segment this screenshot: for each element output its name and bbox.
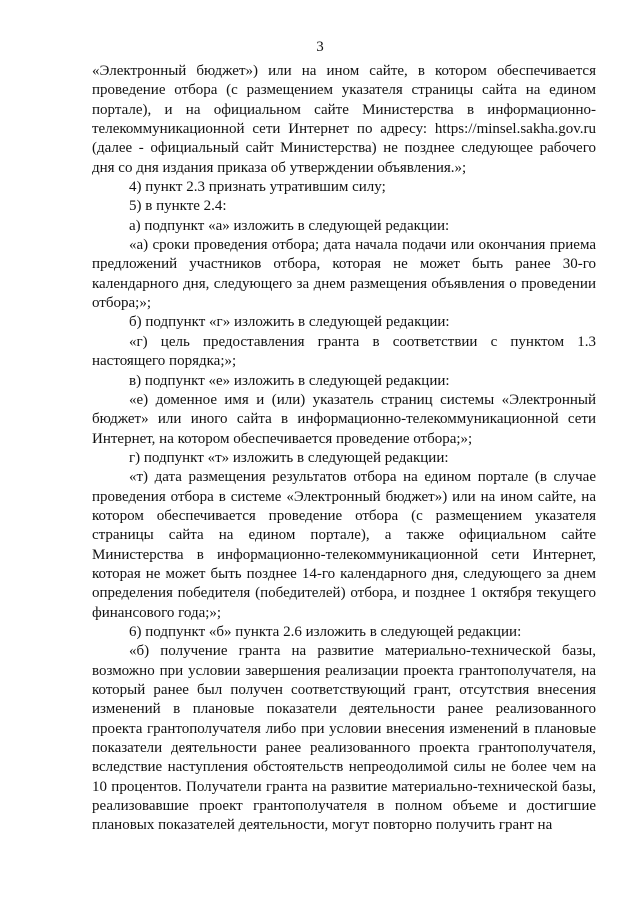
- paragraph-quote-t: «т) дата размещения результатов отбора на едином портале (в случае проведения отбора в системе «Электронный бюджет») или на ином сайте, на котором обеспечивается проведение отбора (с размещением указателя страницы сайта на едином портале), а также официальном сайте Министерства в информационно-телекоммуникационной сети Интернет, которая не может быть позднее 14-го календарного дня, следующего за днем определения победителя (победителей) отбора, и позднее 1 октября текущего финансового года;»;: [92, 469, 596, 621]
- paragraph-subitem-g: г) подпункт «т» изложить в следующей редакции:: [129, 449, 449, 466]
- paragraph-quote-b: «б) получение гранта на развитие материально-технической базы, возможно при условии завершения реализации проекта грантополучателя, на который ранее был получен соответствующий грант, отсутствия внесения изменений в плановые показатели деятельности ранее реализованного проекта грантополучателя либо при условии внесения изменений в плановые показатели деятельности ранее реализованного проекта грантополучателя, вследствие наступления обстоятельств непреодолимой силы не более чем на 10 процентов. Получатели гранта на развитие материально-технической базы, реализовавшие проект грантополучателя в полном объеме и достигшие плановых показателей деятельности, могут повторно получить грант на: [92, 643, 596, 834]
- paragraph-quote-g: «г) цель предоставления гранта в соответствии с пунктом 1.3 настоящего порядка;»;: [92, 333, 596, 370]
- paragraph-subitem-b: б) подпункт «г» изложить в следующей редакции:: [129, 314, 450, 331]
- paragraph-continuation: «Электронный бюджет») или на ином сайте, в котором обеспечивается проведение отбора (с размещением указателя страницы сайта на едином портале), и на официальном сайте Министерства в информационно-телекоммуникационной сети Интернет по адресу: https://minsel.sakha.gov.ru (далее - официальный сайт Министерства) не позднее следующее рабочего дня со дня издания приказа об утверждении объявления.»;: [92, 63, 596, 176]
- page-number: 3: [316, 39, 324, 55]
- document-body: [92, 62, 596, 836]
- paragraph-subitem-v: в) подпункт «е» изложить в следующей редакции:: [129, 372, 450, 389]
- paragraph-item-6: 6) подпункт «б» пункта 2.6 изложить в следующей редакции:: [129, 623, 522, 640]
- paragraph-quote-e: «е) доменное имя и (или) указатель страниц системы «Электронный бюджет» или иного сайта в информационно-телекоммуникационной сети Интернет, на котором обеспечивается проведение отбора;»;: [92, 391, 596, 447]
- paragraph-subitem-a: а) подпункт «а» изложить в следующей редакции:: [129, 217, 450, 234]
- paragraph-item-4: 4) пункт 2.3 признать утратившим силу;: [129, 179, 386, 196]
- paragraph-quote-a: «а) сроки проведения отбора; дата начала подачи или окончания приема предложений участников отбора, которая не может быть ранее 30-го календарного дня, следующего за днем размещения объявления о проведении отбора;»;: [92, 237, 596, 312]
- paragraph-item-5: 5) в пункте 2.4:: [129, 198, 227, 215]
